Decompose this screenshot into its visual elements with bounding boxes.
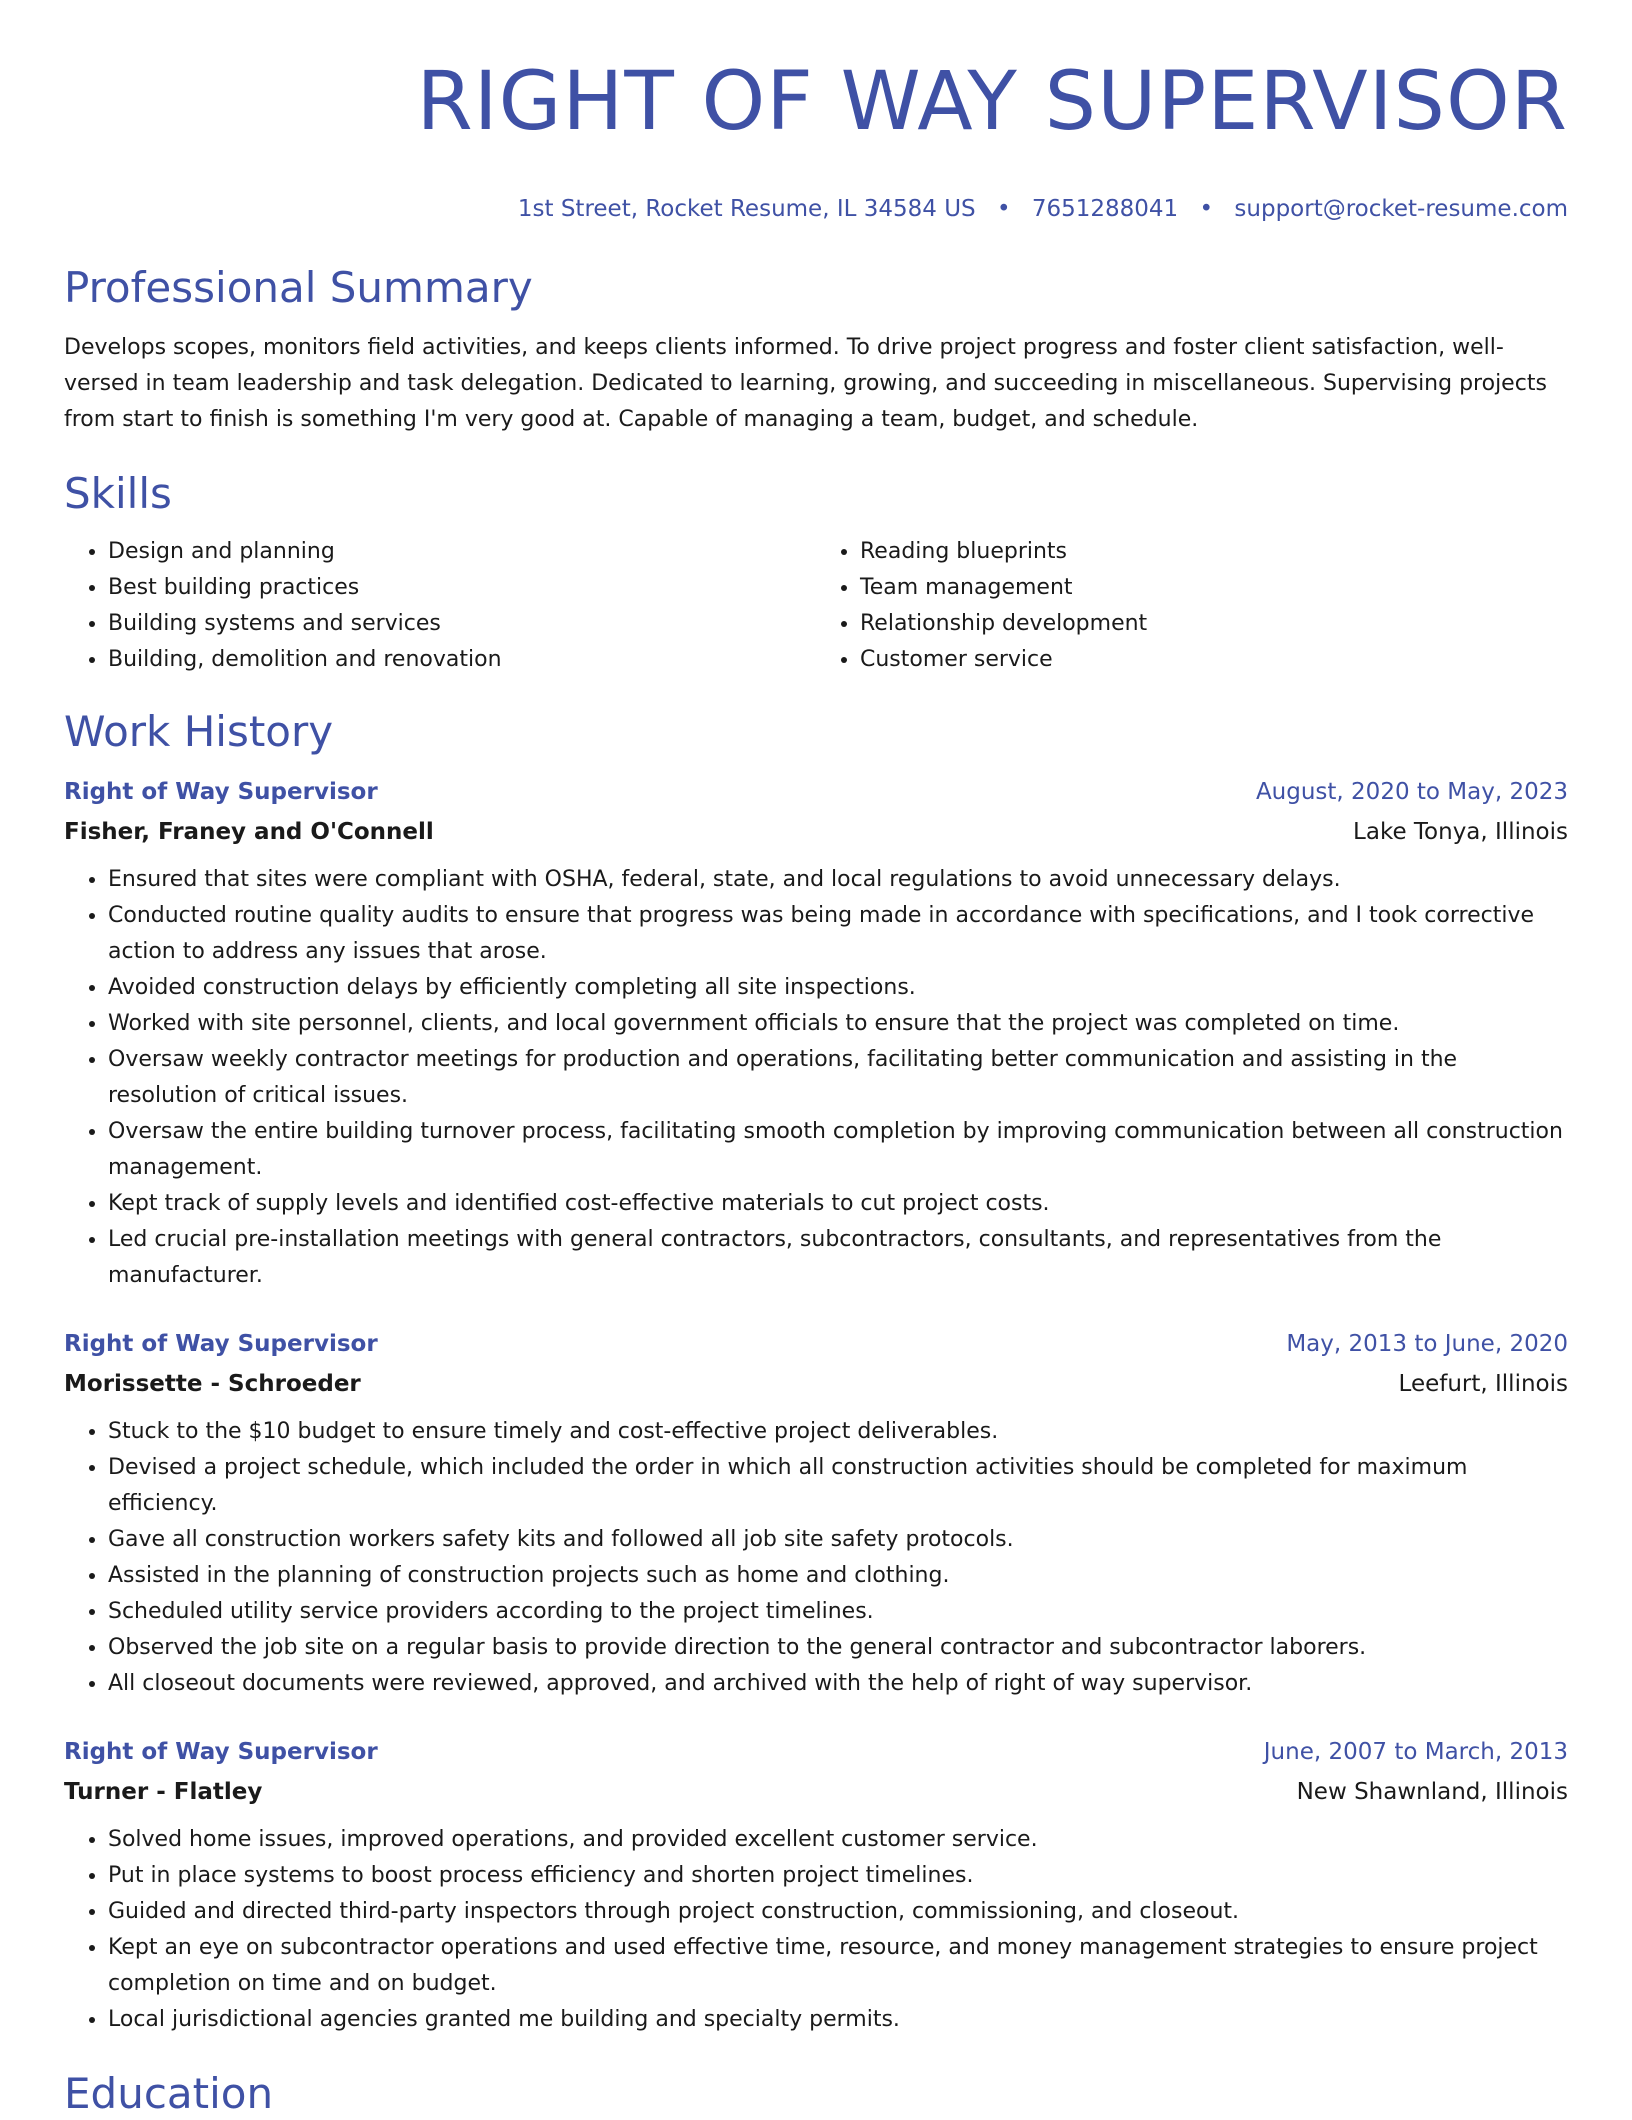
skill-item: • Reading blueprints	[860, 534, 1568, 570]
contact-separator: •	[1199, 196, 1214, 222]
job-bullet: • Guided and directed third-party inspectors through project construction, commissioning, and closeout.	[108, 1894, 1568, 1930]
skill-item: • Customer service	[860, 642, 1568, 678]
resume-name: RIGHT OF WAY SUPERVISOR	[416, 55, 1568, 149]
job-bullet: • Kept an eye on subcontractor operations and used effective time, resource, and money management strategies to ensure project completion on time and on budget.	[108, 1930, 1568, 2002]
job-position: Right of Way Supervisor	[64, 779, 378, 805]
job-bullet: • Worked with site personnel, clients, and local government officials to ensure that the project was completed on time.	[108, 1006, 1568, 1042]
education-title: Education	[64, 2069, 274, 2118]
skill-item: • Best building practices	[108, 570, 816, 606]
skills-title: Skills	[64, 469, 172, 518]
job-bullet: • Stuck to the $10 budget to ensure timely and cost-effective project deliverables.	[108, 1414, 1568, 1450]
job-bullet: • Gave all construction workers safety kits and followed all job site safety protocols.	[108, 1522, 1568, 1558]
job-bullet: • Avoided construction delays by efficiently completing all site inspections.	[108, 970, 1568, 1006]
job-bullets	[64, 1822, 1568, 2038]
job-location: Lake Tonya, Illinois	[1353, 819, 1568, 845]
contact-separator: •	[996, 196, 1011, 222]
job-bullet: • All closeout documents were reviewed, approved, and archived with the help of right of way supervisor.	[108, 1666, 1568, 1702]
job-bullet: • Led crucial pre-installation meetings with general contractors, subcontractors, consultants, and representatives from the manufacturer.	[108, 1222, 1568, 1294]
summary-title: Professional Summary	[64, 263, 533, 312]
job-location: Leefurt, Illinois	[1398, 1371, 1568, 1397]
job-position: Right of Way Supervisor	[64, 1331, 378, 1357]
job-dates: June, 2007 to March, 2013	[1263, 1739, 1568, 1765]
job-company: Morissette - Schroeder	[64, 1371, 361, 1397]
summary-text: Develops scopes, monitors field activities, and keeps clients informed. To drive project progress and foster client satisfaction, well-versed in team leadership and task delegation. Dedicated to learning, growing, and succeeding in miscellaneous. Supervising projects from start to finish is something I'm very good at. Capable of managing a team, budget, and schedule.	[64, 335, 1547, 432]
contact-line	[64, 194, 1568, 224]
job-bullet: • Devised a project schedule, which included the order in which all construction activities should be completed for maximum efficiency.	[108, 1450, 1568, 1522]
job-bullet: • Local jurisdictional agencies granted me building and specialty permits.	[108, 2002, 1568, 2038]
contact-phone: 7651288041	[1031, 196, 1179, 222]
skill-item: • Building, demolition and renovation	[108, 642, 816, 678]
skill-item: • Relationship development	[860, 606, 1568, 642]
job-bullet: • Oversaw weekly contractor meetings for production and operations, facilitating better communication and assisting in the resolution of critical issues.	[108, 1042, 1568, 1114]
skill-item: • Building systems and services	[108, 606, 816, 642]
job-bullet: • Ensured that sites were compliant with OSHA, federal, state, and local regulations to avoid unnecessary delays.	[108, 862, 1568, 898]
job-bullet: • Put in place systems to boost process efficiency and shorten project timelines.	[108, 1858, 1568, 1894]
job-position: Right of Way Supervisor	[64, 1739, 378, 1765]
job-header	[64, 1736, 1568, 1768]
job-bullet: • Conducted routine quality audits to ensure that progress was being made in accordance with specifications, and I took corrective action to address any issues that arose.	[108, 898, 1568, 970]
contact-address: 1st Street, Rocket Resume, IL 34584 US	[517, 196, 976, 222]
job-entry	[64, 1328, 1568, 1702]
job-company: Fisher, Franey and O'Connell	[64, 819, 434, 845]
job-bullet: • Kept track of supply levels and identified cost-effective materials to cut project costs.	[108, 1186, 1568, 1222]
job-subheader	[64, 1368, 1568, 1400]
job-subheader	[64, 816, 1568, 848]
contact-email: support@rocket-resume.com	[1234, 196, 1568, 222]
job-bullet: • Scheduled utility service providers according to the project timelines.	[108, 1594, 1568, 1630]
skill-item: • Team management	[860, 570, 1568, 606]
job-entry	[64, 1736, 1568, 2038]
skills-column-right	[816, 534, 1568, 678]
job-bullet: • Assisted in the planning of construction projects such as home and clothing.	[108, 1558, 1568, 1594]
job-subheader	[64, 1776, 1568, 1808]
job-dates: August, 2020 to May, 2023	[1255, 779, 1568, 805]
job-header	[64, 776, 1568, 808]
work-history-title: Work History	[64, 707, 334, 756]
job-entry	[64, 776, 1568, 1294]
job-dates: May, 2013 to June, 2020	[1286, 1331, 1568, 1357]
job-bullets	[64, 1414, 1568, 1702]
skills-list	[64, 534, 1568, 678]
job-bullets	[64, 862, 1568, 1294]
skill-item: • Design and planning	[108, 534, 816, 570]
job-bullet: • Solved home issues, improved operations, and provided excellent customer service.	[108, 1822, 1568, 1858]
job-bullet: • Observed the job site on a regular basis to provide direction to the general contractor and subcontractor laborers.	[108, 1630, 1568, 1666]
skills-column-left	[64, 534, 816, 678]
job-location: New Shawnland, Illinois	[1296, 1779, 1568, 1805]
job-header	[64, 1328, 1568, 1360]
job-bullet: • Oversaw the entire building turnover process, facilitating smooth completion by improving communication between all construction management.	[108, 1114, 1568, 1186]
job-company: Turner - Flatley	[64, 1779, 263, 1805]
